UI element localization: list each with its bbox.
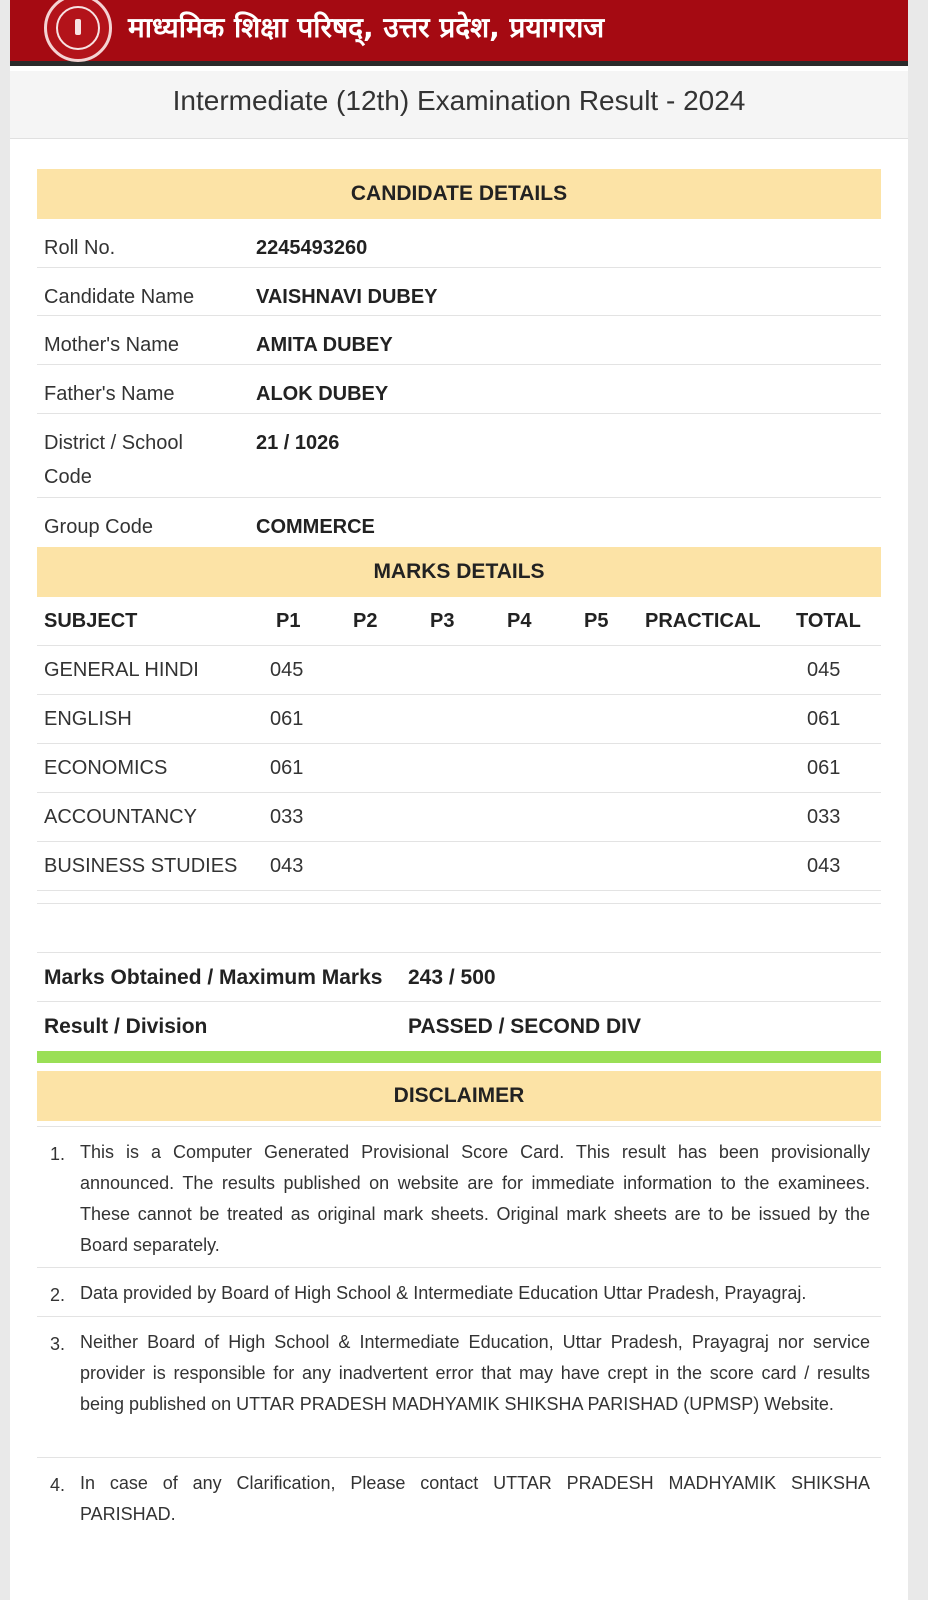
disclaimer-text: Data provided by Board of High School & Intermediate Education Uttar Pradesh, Prayagraj. [80,1283,807,1303]
p1-mark: 061 [270,708,304,730]
field-label: Mother's Name [44,334,179,356]
disclaimer-text: This is a Computer Generated Provisional Score Card. This result has been provisionally announced. The results published on website are for immediate information to the examinees. These cannot be treated as original mark sheets. Original mark sheets are to be issued by the Board separately. [80,1142,870,1255]
subject-name: BUSINESS STUDIES [44,855,238,877]
field-value: AMITA DUBEY [256,334,393,356]
subject-name: ENGLISH [44,708,132,730]
total-mark: 045 [807,659,841,681]
col-p4: P4 [507,610,532,632]
site-header [10,0,908,66]
table-spacer [37,904,881,953]
disclaimer-item [37,1317,881,1458]
col-p1: P1 [276,610,301,632]
field-candidate-name [37,268,881,316]
field-value: COMMERCE [256,516,375,538]
marks-obtained-row [37,953,881,1002]
field-label: Roll No. [44,237,116,259]
result-division-value: PASSED / SECOND DIV [408,1015,641,1038]
table-divider [37,891,881,904]
field-label: District / School Code [44,432,183,488]
disclaimer-number: 2. [50,1285,66,1305]
field-value: 21 / 1026 [256,432,340,454]
marks-table-header [37,597,881,646]
disclaimer-heading: DISCLAIMER [37,1071,881,1121]
marks-obtained-label: Marks Obtained / Maximum Marks [44,966,383,989]
col-p2: P2 [353,610,378,632]
field-label: Group Code [44,516,153,538]
pass-status-bar [37,1051,881,1063]
spacer [37,1063,881,1071]
result-page [10,0,908,1600]
col-subject: SUBJECT [44,610,138,632]
col-p5: P5 [584,610,609,632]
p1-mark: 043 [270,855,304,877]
total-mark: 033 [807,806,841,828]
disclaimer-number: 3. [50,1334,66,1354]
exam-title-bar [10,71,908,139]
disclaimer-text: Neither Board of High School & Intermediate Education, Uttar Pradesh, Prayagraj nor service provider is responsible for any inadvertent error that may have crept in the score card / results being published on UTTAR PRADESH MADHYAMIK SHIKSHA PARISHAD (UPMSP) Website. [80,1332,870,1414]
table-row [37,842,881,891]
p1-mark: 045 [270,659,304,681]
field-roll-no [37,219,881,268]
disclaimer-number: 4. [50,1475,66,1495]
table-row [37,744,881,793]
table-row [37,793,881,842]
marks-obtained-value: 243 / 500 [408,966,496,989]
result-content [37,169,881,1538]
p1-mark: 033 [270,806,304,828]
field-value: VAISHNAVI DUBEY [256,286,438,308]
field-value: ALOK DUBEY [256,383,389,405]
p1-mark: 061 [270,757,304,779]
col-practical: PRACTICAL [645,610,761,632]
field-label: Candidate Name [44,286,195,308]
field-label: Father's Name [44,383,175,405]
col-total: TOTAL [796,610,861,632]
field-value: 2245493260 [256,237,368,259]
disclaimer-text: In case of any Clarification, Please contact UTTAR PRADESH MADHYAMIK SHIKSHA PARISHAD. [80,1473,870,1524]
total-mark: 061 [807,757,841,779]
field-father-name [37,365,881,414]
field-mother-name [37,316,881,365]
subject-name: ACCOUNTANCY [44,806,197,828]
disclaimer-item [37,1268,881,1317]
table-row [37,646,881,695]
marks-details-heading: MARKS DETAILS [37,547,881,597]
exam-title: Intermediate (12th) Examination Result - 2024 [172,85,746,116]
disclaimer-item [37,1127,881,1268]
total-mark: 043 [807,855,841,877]
disclaimer-number: 1. [50,1144,66,1164]
result-division-row [37,1002,881,1051]
subject-name: ECONOMICS [44,757,168,779]
field-district-school-code [37,414,881,498]
org-title: माध्यमिक शिक्षा परिषद्, उत्तर प्रदेश, प्रयागराज [128,11,605,44]
total-mark: 061 [807,708,841,730]
col-p3: P3 [430,610,455,632]
upmsp-emblem-icon [44,0,112,62]
field-group-code [37,498,881,547]
subject-name: GENERAL HINDI [44,659,199,681]
disclaimer-item [37,1458,881,1538]
candidate-details-heading: CANDIDATE DETAILS [37,169,881,219]
table-row [37,695,881,744]
result-division-label: Result / Division [44,1015,208,1038]
